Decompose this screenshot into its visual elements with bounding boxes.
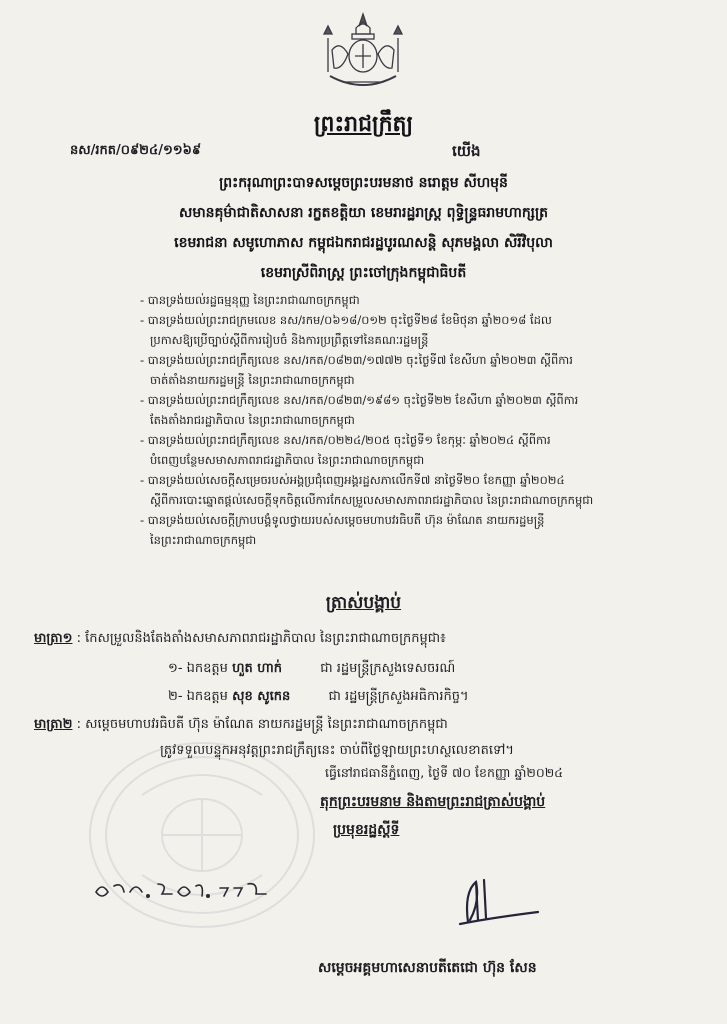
list-item (140, 310, 685, 350)
list-item (140, 510, 685, 550)
article-label: មាត្រា២ (34, 717, 73, 732)
list-item-text: ប្រកាសឱ្យប្រើច្បាប់ស្តីពីការរៀបចំ និងការប្រព្រឹត្តទៅនៃគណៈរដ្ឋមន្ត្រី (150, 333, 429, 347)
article-label: មាត្រា១ (34, 631, 73, 646)
list-item (140, 470, 685, 510)
article-1 (34, 630, 446, 649)
list-item (140, 290, 685, 310)
reference-number: នស/រកត/០៩២៤/១១៦៩ (70, 143, 202, 158)
document-title: ព្រះរាជក្រឹត្យ (313, 111, 414, 137)
royal-emblem-icon (318, 10, 408, 96)
article-text: ត្រូវទទួលបន្ទុកអនុវត្តព្រះរាជក្រឹត្យនេះ ចាប់ពីថ្ងៃឡាយព្រះហស្ថលេខាតទៅ។ (160, 743, 514, 758)
invocation-line: ខេមរាជនា សមូហោភាស កម្ពុជឯករាជរដ្ឋបូរណសន្តិ សុភមង្គលា សិរីវិបុលា (174, 235, 553, 251)
appointment-honorific: ឯកឧត្តម (186, 689, 228, 704)
appointee-name: ហួត ហាក់ (232, 661, 282, 676)
list-item-text: - បានទ្រង់យល់ព្រះរាជក្រឹត្យលេខ នស/រកត/០៨២៣/១៩៨១ ចុះថ្ងៃទី២២ ខែសីហា ឆ្នាំ២០២៣ ស្តីពីការ (140, 393, 579, 407)
list-item-text: - បានទ្រង់យល់រដ្ឋធម្មនុញ្ញ នៃព្រះរាជាណាចក្រកម្ពុជា (140, 293, 360, 307)
by-royal-order: តុកព្រះបរមនាម និងតាមព្រះរាជត្រាស់បង្គាប់ (320, 794, 546, 810)
list-item-text: - បានទ្រង់យល់ព្រះរាជក្រឹត្យលេខ នស/រកត/០៨២៣/១៧៧២ ចុះថ្ងៃទី៧ ខែសីហា ឆ្នាំ២០២៣ ស្តីពីការ (140, 353, 573, 367)
royal-invocation (96, 168, 631, 288)
signature-icon (450, 872, 550, 932)
list-item (140, 350, 685, 390)
invocation-line: ព្រះករុណាព្រះបាទសម្តេចព្រះបរមនាថ នរោត្តម សីហមុនី (219, 175, 508, 191)
article-text: : កែសម្រួលនិងតែងតាំងសមាសភាពរាជរដ្ឋាភិបាល នៃព្រះរាជាណាចក្រកម្ពុជា៖ (72, 631, 446, 646)
list-item-text: - បានទ្រង់យល់ព្រះរាជក្រឹត្យលេខ នស/រកត/០២២៤/២០៥ ចុះថ្ងៃទី១ ខែកុម្ភៈ ឆ្នាំ២០២៤ ស្តីពីការ (140, 433, 551, 447)
signer-role: ប្រមុខរដ្ឋស្តីទី (333, 822, 400, 838)
list-item-text: បំពេញបន្ថែមសមាសភាពរាជរដ្ឋាភិបាល នៃព្រះរាជាណាចក្រកម្ពុជា (150, 453, 425, 467)
decree-heading: ត្រាស់បង្គាប់ (325, 593, 402, 613)
appointment-honorific: ឯកឧត្តម (186, 661, 228, 676)
signer-name: សម្តេចអគ្គមហាសេនាបតីតេជោ ហ៊ុន សែន (318, 960, 537, 976)
handwritten-number-icon (90, 872, 290, 906)
list-item (140, 430, 685, 470)
list-item-text: - បានទ្រង់យល់សេចក្តីសម្រេចរបស់អង្គប្រជុំពេញអង្គរដ្ឋសភាលើកទី៧ នាថ្ងៃទី២០ ខែកញ្ញា ឆ្នាំ២០២៤ (140, 473, 565, 487)
list-item-text: នៃព្រះរាជាណាចក្រកម្ពុជា (150, 533, 257, 547)
having-seen-list (140, 290, 685, 550)
appointment-number: ១- (168, 661, 183, 676)
invocation-line: សមានគុម៌ាជាតិសាសនា រក្ខតខត្តិយា ខេមរារដ្ឋរាស្ត្រ ពុទ្ធិន្រ្ទធរាមហាក្សត្រ (179, 205, 548, 221)
appointment-row (168, 688, 469, 707)
list-item-text: ចាត់តាំងនាយករដ្ឋមន្ត្រី នៃព្រះរាជាណាចក្រកម្ពុជា (150, 373, 355, 387)
list-item-text: - បានទ្រង់យល់ព្រះរាជក្រមលេខ នស/រកម/០៦១៨/០១២ ចុះថ្ងៃទី២៨ ខែមិថុនា ឆ្នាំ២០១៨ ដែល (140, 313, 552, 327)
appointment-position: ជា រដ្ឋមន្ត្រីក្រសួងទេសចរណ៍ (320, 661, 456, 676)
list-item-text: តែងតាំងរាជរដ្ឋាភិបាល នៃព្រះរាជាណាចក្រកម្ពុជា (150, 413, 355, 427)
article-text: : សម្តេចមហាបវរធិបតី ហ៊ុន ម៉ាណែត នាយករដ្ឋមន្ត្រី នៃព្រះរាជាណាចក្រកម្ពុជា (72, 717, 448, 732)
appointment-position: ជា រដ្ឋមន្ត្រីក្រសួងអធិការកិច្ច។ (328, 689, 469, 704)
appointee-name: សុខ សូកេន (232, 689, 291, 704)
appointment-number: ២- (168, 689, 183, 704)
list-item (140, 390, 685, 430)
invocation-line: ខេមរាស្រីពិរាស្ត្រ ព្រះចៅក្រុងកម្ពុជាធិបតី (260, 265, 467, 281)
place-and-date: ធ្វើនៅរាជធានីភ្នំពេញ, ថ្ងៃទី ៧០ ខែកញ្ញា ឆ្នាំ២០២៤ (325, 765, 564, 780)
list-item-text: ស្តីពីការបោះឆ្នោតផ្តល់សេចក្តីទុកចិត្តលើការកែសម្រួលសមាសភាពរាជរដ្ឋាភិបាល នៃព្រះរាជាណាចក្រកម្ពុជា (150, 493, 594, 507)
we-heading: យើង (452, 142, 481, 160)
appointment-row (168, 660, 455, 679)
article-2 (34, 716, 448, 735)
list-item-text: - បានទ្រង់យល់សេចក្តីក្រាបបង្គំទូលថ្វាយរបស់សម្តេចមហាបវរធិបតី ហ៊ុន ម៉ាណែត នាយករដ្ឋមន្ត្រី (140, 513, 545, 527)
